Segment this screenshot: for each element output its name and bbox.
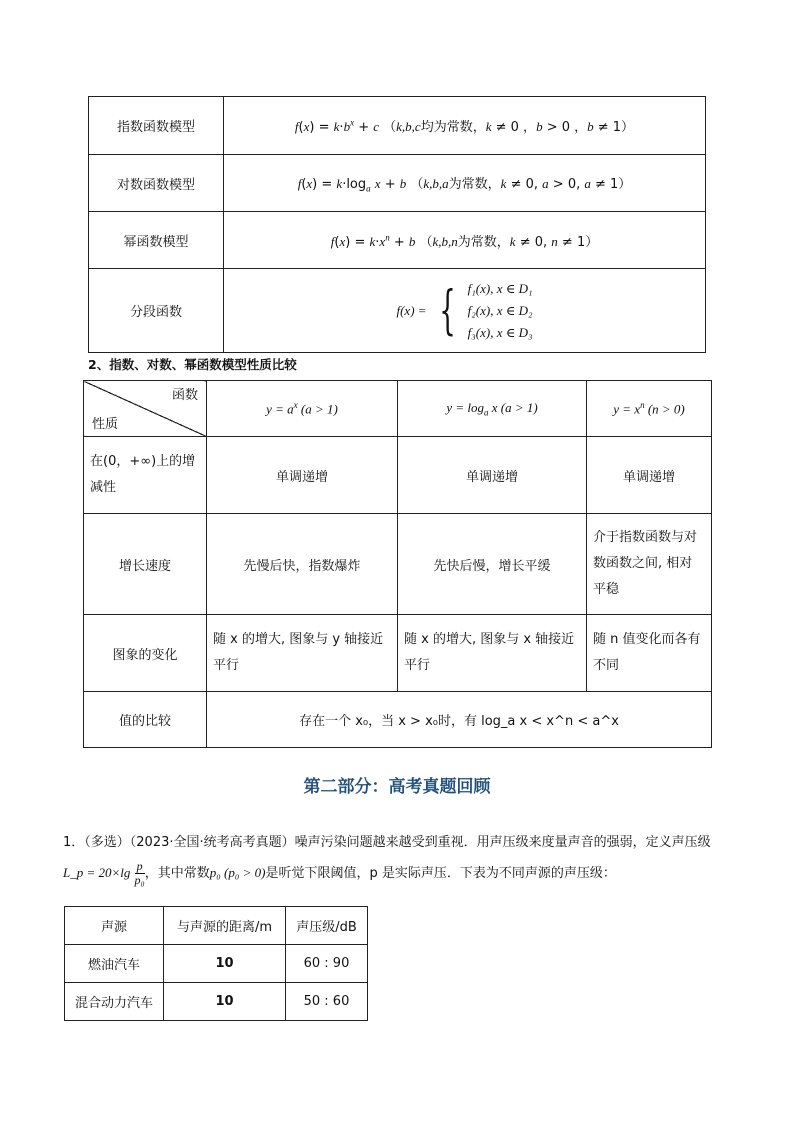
section-2-title: 2、指数、对数、幂函数模型性质比较 [88,357,297,372]
p0-condition: p₀ (p₀ > 0) [209,865,266,880]
function-models-table [88,96,706,353]
row-label: 指数函数模型 [89,97,224,155]
row-label-compare: 值的比较 [84,692,207,748]
cell: 单调递增 [398,437,587,514]
fraction-denominator: p₀ [134,873,145,887]
formula-lhs: L_p = 20×lg [63,865,131,880]
question-middle: ，其中常数 [144,866,210,881]
row-label-graph: 图象的变化 [84,615,207,692]
cell-level: 50 : 60 [286,983,368,1021]
sound-source-table [64,906,368,1021]
row-label: 幂函数模型 [89,212,224,269]
compare-cell: 存在一个 x₀，当 x > x₀时，有 log_a x < x^n < a^x [207,692,712,748]
part2-heading: 第二部分：高考真题回顾 [303,777,491,797]
cell: 先快后慢，增长平缓 [398,514,587,615]
formula-cell: $f(x) = k\cdot b^x + c$ （k,b,c均为常数，k ≠ 0 ，b > 0 ，b ≠ 1） [224,97,706,155]
cell-level: 60 : 90 [286,945,368,983]
col-exponential: $y = a^x$ (a > 1) [207,381,398,437]
header-source: 声源 [65,907,164,945]
col-power: $y = x^n$ (n > 0) [587,381,712,437]
formula-cell: $f(x) = k\cdot x^n + b$ （k,b,n为常数，k ≠ 0, n ≠ 1） [224,212,706,269]
row-label-monotonicity: 在(0，+∞)上的增减性 [84,437,207,514]
piece-2: f₂(x), x ∈ D₂ [467,302,533,318]
fraction [135,860,145,887]
property-comparison-table [83,380,712,748]
cell: 随 x 的增大, 图象与 x 轴接近平行 [398,615,587,692]
piece-3: f₃(x), x ∈ D₃ [467,324,533,340]
piece-1: f₁(x), x ∈ D₁ [467,280,533,296]
cell: 随 n 值变化而各有不同 [587,615,712,692]
cell: 单调递增 [207,437,398,514]
header-property: 性质 [92,417,119,432]
cell-distance: 10 [164,945,286,983]
row-label: 分段函数 [89,269,224,353]
cell: 单调递增 [587,437,712,514]
header-distance: 与声源的距离/m [164,907,286,945]
question-1 [63,828,733,889]
fraction-numerator: p [135,860,145,874]
question-prefix: 1．（多选）（2023·全国·统考高考真题）噪声污染问题越来越受到重视．用声压级来度量声音的强弱，定义声压级 [63,835,711,850]
question-suffix: 是听觉下限阈值，p 是实际声压．下表为不同声源的声压级： [265,866,616,881]
cell-source: 燃油汽车 [65,945,164,983]
header-function: 函数 [171,388,198,403]
header-level: 声压级/dB [286,907,368,945]
piecewise-lhs: f(x) = [396,302,427,318]
diagonal-header-cell [84,381,207,437]
cell-distance: 10 [164,983,286,1021]
row-label: 对数函数模型 [89,155,224,212]
formula-cell: $f(x) = k\cdot\log_a$ x + b （k,b,a为常数，k ≠ 0, a > 0, a ≠ 1） [224,155,706,212]
row-label-growth: 增长速度 [84,514,207,615]
cell-source: 混合动力汽车 [65,983,164,1021]
col-logarithmic: $y = \log_a x$ (a > 1) [398,381,587,437]
cell: 随 x 的增大, 图象与 y 轴接近平行 [207,615,398,692]
cell: 先慢后快，指数爆炸 [207,514,398,615]
cell: 介于指数函数与对数函数之间, 相对平稳 [587,514,712,615]
piecewise-cell: f(x) = { f₁(x), x ∈ D₁ f₂(x), x ∈ D₂ f₃(x), x ∈ D₃ [224,269,706,353]
